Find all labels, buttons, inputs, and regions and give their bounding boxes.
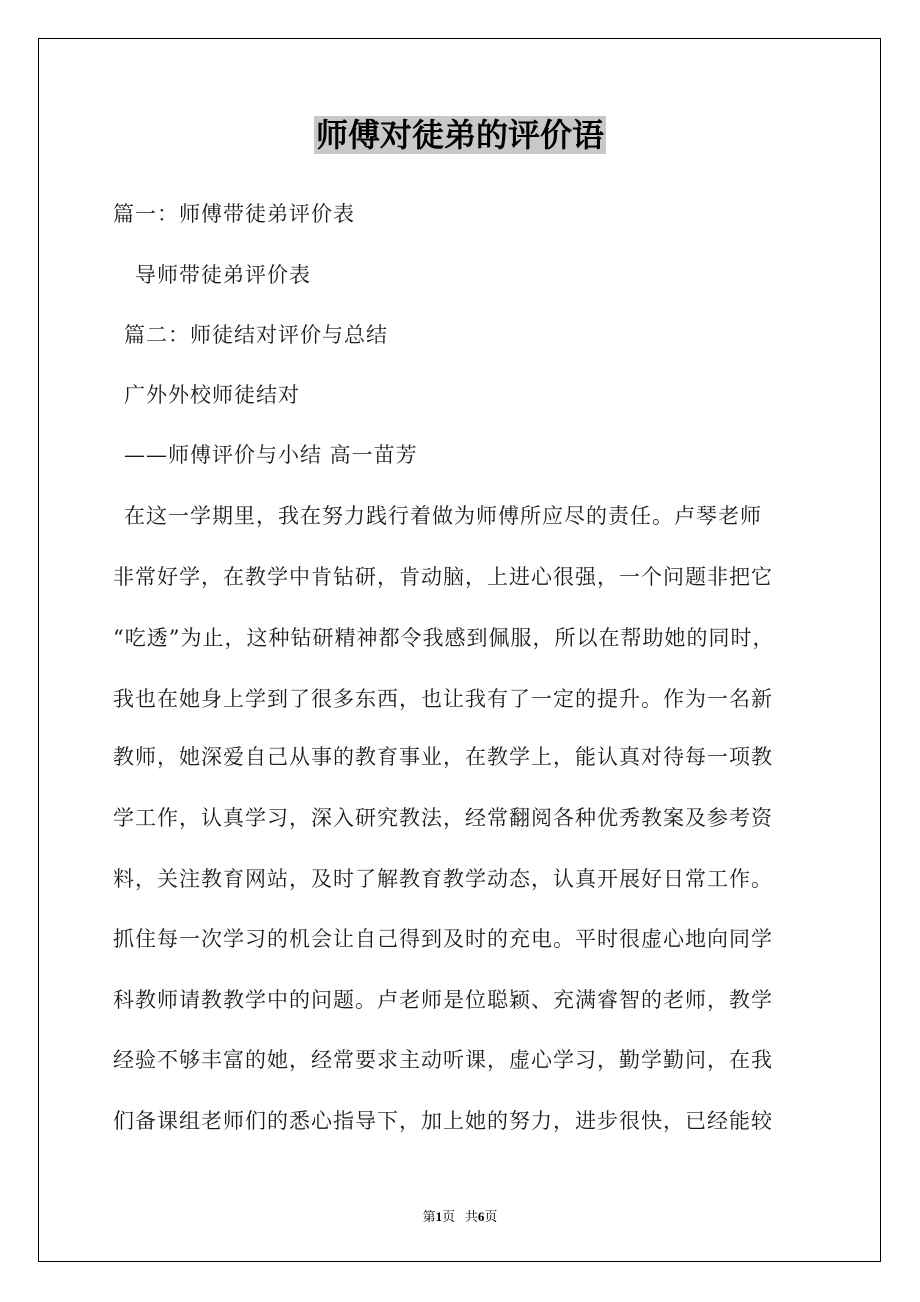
footer-suffix: 页 xyxy=(484,1209,498,1224)
paragraph-line: 抓住每一次学习的机会让自己得到及时的充电。平时很虚心地向同学 xyxy=(113,927,773,951)
heading-part-one: 篇一：师傅带徒弟评价表 xyxy=(113,202,355,226)
document-title xyxy=(0,110,920,160)
subheading-mentor-table: 导师带徒弟评价表 xyxy=(135,263,311,287)
subheading-school-pairing: 广外外校师徒结对 xyxy=(124,383,300,407)
footer-total-pages: 6 xyxy=(477,1209,485,1224)
paragraph-line: 我也在她身上学到了很多东西，也让我有了一定的提升。作为一名新 xyxy=(113,687,773,711)
footer-mid: 页 共 xyxy=(442,1209,478,1224)
paragraph-line: 教师，她深爱自己从事的教育事业，在教学上，能认真对待每一项教 xyxy=(113,745,773,769)
paragraph-line: 料，关注教育网站，及时了解教育教学动态，认真开展好日常工作。 xyxy=(113,867,773,891)
paragraph-line: 科教师请教教学中的问题。卢老师是位聪颖、充满睿智的老师，教学 xyxy=(113,988,773,1012)
heading-part-two: 篇二：师徒结对评价与总结 xyxy=(124,323,388,347)
paragraph-line: 学工作，认真学习，深入研究教法，经常翻阅各种优秀教案及参考资 xyxy=(113,806,773,830)
paragraph-line: “吃透”为止，这种钻研精神都令我感到佩服，所以在帮助她的同时， xyxy=(113,626,775,650)
paragraph-line: 经验不够丰富的她，经常要求主动听课，虚心学习，勤学勤问，在我 xyxy=(113,1048,773,1072)
paragraph-line: 在这一学期里，我在努力践行着做为师傅所应尽的责任。卢琴老师 xyxy=(124,504,762,528)
footer-current-page: 1 xyxy=(435,1209,443,1224)
footer-prefix: 第 xyxy=(422,1209,436,1224)
document-title-text: 师傅对徒弟的评价语 xyxy=(315,116,604,154)
page-footer xyxy=(0,1206,920,1225)
paragraph-line: 非常好学，在教学中肯钻研，肯动脑，上进心很强，一个问题非把它 xyxy=(113,565,773,589)
paragraph-line: 们备课组老师们的悉心指导下，加上她的努力，进步很快，已经能较 xyxy=(113,1109,773,1133)
subheading-author: ——师傅评价与小结 高一苗芳 xyxy=(124,443,418,467)
